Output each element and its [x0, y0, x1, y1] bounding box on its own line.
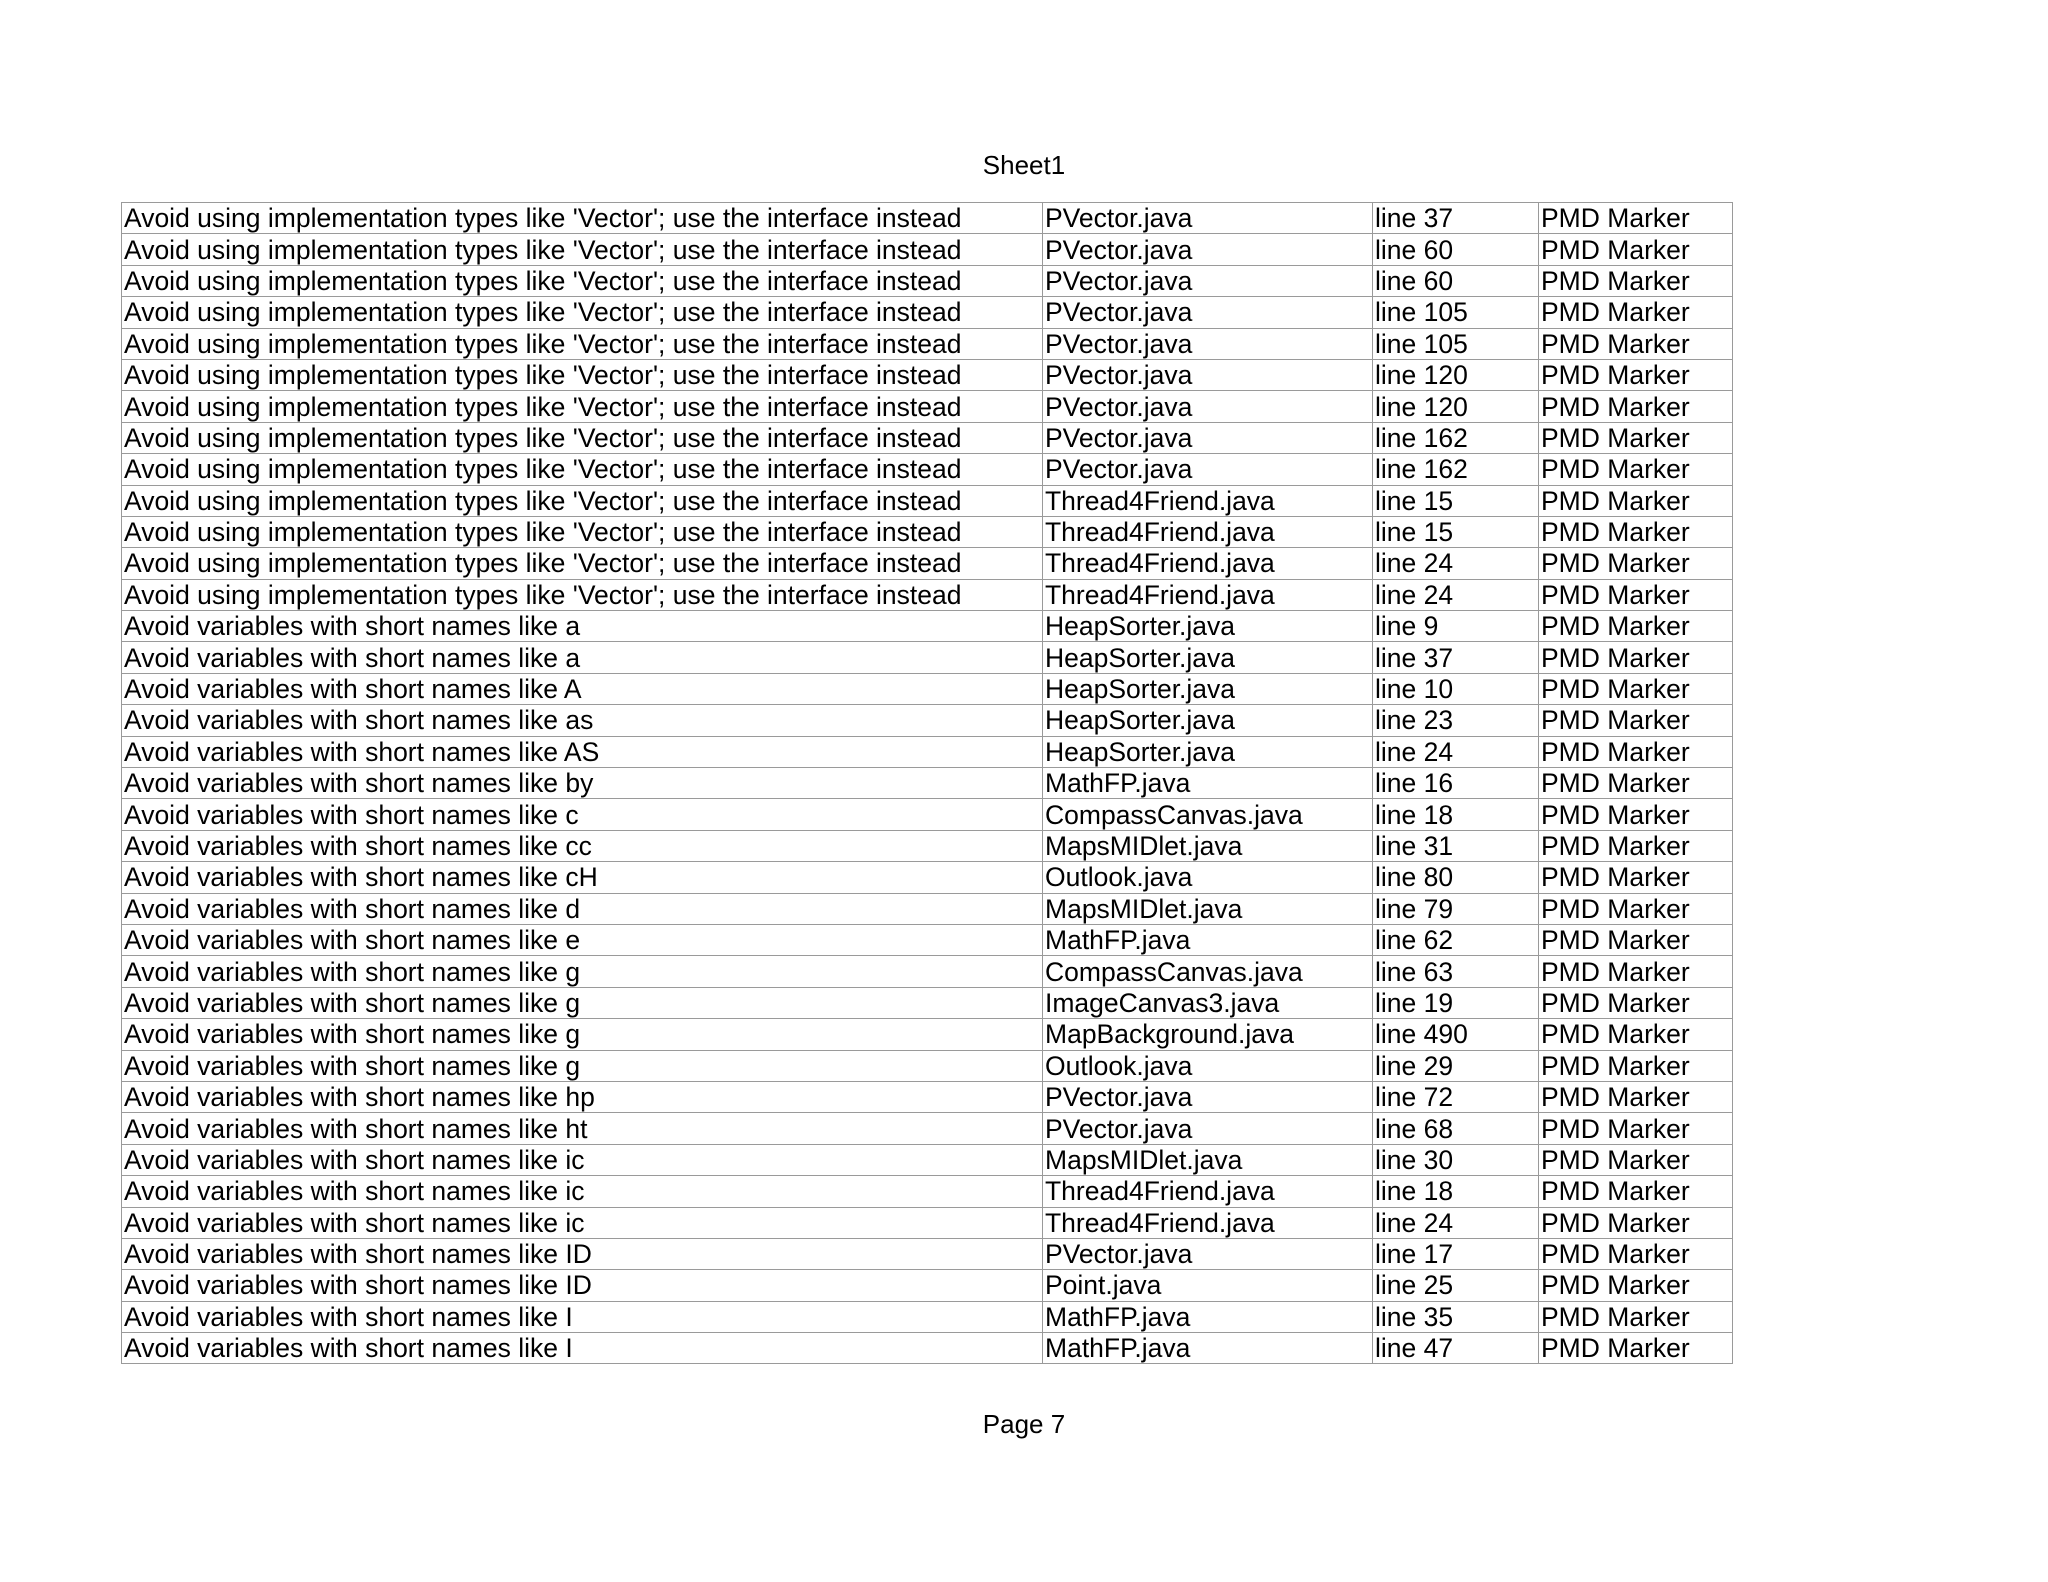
message-cell: Avoid variables with short names like a	[122, 611, 1043, 642]
sheet-title: Sheet1	[982, 150, 1066, 180]
line-cell: line 15	[1373, 485, 1539, 516]
table-row	[122, 1270, 1733, 1301]
type-cell: PMD Marker	[1539, 485, 1733, 516]
type-cell: PMD Marker	[1539, 987, 1733, 1018]
message-cell: Avoid variables with short names like I	[122, 1301, 1043, 1332]
file-cell: Point.java	[1043, 1270, 1373, 1301]
table-row	[122, 454, 1733, 485]
message-cell: Avoid variables with short names like g	[122, 956, 1043, 987]
type-cell: PMD Marker	[1539, 297, 1733, 328]
type-cell: PMD Marker	[1539, 516, 1733, 547]
file-cell: PVector.java	[1043, 454, 1373, 485]
table-row	[122, 1333, 1733, 1364]
table-row	[122, 422, 1733, 453]
file-cell: PVector.java	[1043, 234, 1373, 265]
line-cell: line 60	[1373, 265, 1539, 296]
line-cell: line 29	[1373, 1050, 1539, 1081]
message-cell: Avoid variables with short names like hp	[122, 1081, 1043, 1112]
message-cell: Avoid using implementation types like 'Vector'; use the interface instead	[122, 265, 1043, 296]
file-cell: PVector.java	[1043, 203, 1373, 234]
type-cell: PMD Marker	[1539, 1113, 1733, 1144]
message-cell: Avoid using implementation types like 'Vector'; use the interface instead	[122, 328, 1043, 359]
page-number: Page 7	[982, 1409, 1066, 1439]
type-cell: PMD Marker	[1539, 862, 1733, 893]
file-cell: PVector.java	[1043, 1113, 1373, 1144]
table-row	[122, 924, 1733, 955]
marker-table	[121, 202, 1733, 1364]
table-row	[122, 391, 1733, 422]
type-cell: PMD Marker	[1539, 830, 1733, 861]
file-cell: Thread4Friend.java	[1043, 579, 1373, 610]
file-cell: HeapSorter.java	[1043, 611, 1373, 642]
type-cell: PMD Marker	[1539, 924, 1733, 955]
table-row	[122, 862, 1733, 893]
table-row	[122, 642, 1733, 673]
message-cell: Avoid variables with short names like cH	[122, 862, 1043, 893]
table-row	[122, 956, 1733, 987]
table-row	[122, 328, 1733, 359]
table-row	[122, 1081, 1733, 1112]
table-row	[122, 1144, 1733, 1175]
message-cell: Avoid variables with short names like a	[122, 642, 1043, 673]
line-cell: line 47	[1373, 1333, 1539, 1364]
type-cell: PMD Marker	[1539, 265, 1733, 296]
line-cell: line 24	[1373, 579, 1539, 610]
message-cell: Avoid variables with short names like as	[122, 705, 1043, 736]
line-cell: line 16	[1373, 768, 1539, 799]
type-cell: PMD Marker	[1539, 203, 1733, 234]
line-cell: line 31	[1373, 830, 1539, 861]
message-cell: Avoid using implementation types like 'Vector'; use the interface instead	[122, 485, 1043, 516]
table-row	[122, 768, 1733, 799]
line-cell: line 79	[1373, 893, 1539, 924]
line-cell: line 105	[1373, 328, 1539, 359]
table-row	[122, 893, 1733, 924]
message-cell: Avoid using implementation types like 'Vector'; use the interface instead	[122, 234, 1043, 265]
type-cell: PMD Marker	[1539, 893, 1733, 924]
line-cell: line 80	[1373, 862, 1539, 893]
file-cell: PVector.java	[1043, 1081, 1373, 1112]
type-cell: PMD Marker	[1539, 705, 1733, 736]
message-cell: Avoid using implementation types like 'Vector'; use the interface instead	[122, 203, 1043, 234]
message-cell: Avoid using implementation types like 'Vector'; use the interface instead	[122, 516, 1043, 547]
file-cell: Thread4Friend.java	[1043, 485, 1373, 516]
file-cell: PVector.java	[1043, 391, 1373, 422]
file-cell: MapsMIDlet.java	[1043, 1144, 1373, 1175]
type-cell: PMD Marker	[1539, 422, 1733, 453]
line-cell: line 490	[1373, 1019, 1539, 1050]
type-cell: PMD Marker	[1539, 1176, 1733, 1207]
type-cell: PMD Marker	[1539, 1081, 1733, 1112]
type-cell: PMD Marker	[1539, 1333, 1733, 1364]
table-row	[122, 1238, 1733, 1269]
table-row	[122, 1176, 1733, 1207]
type-cell: PMD Marker	[1539, 391, 1733, 422]
file-cell: Outlook.java	[1043, 862, 1373, 893]
line-cell: line 19	[1373, 987, 1539, 1018]
file-cell: HeapSorter.java	[1043, 736, 1373, 767]
table-row	[122, 673, 1733, 704]
table-row	[122, 265, 1733, 296]
message-cell: Avoid variables with short names like e	[122, 924, 1043, 955]
table-row	[122, 987, 1733, 1018]
file-cell: HeapSorter.java	[1043, 705, 1373, 736]
message-cell: Avoid using implementation types like 'Vector'; use the interface instead	[122, 359, 1043, 390]
table-row	[122, 1301, 1733, 1332]
message-cell: Avoid variables with short names like AS	[122, 736, 1043, 767]
type-cell: PMD Marker	[1539, 1050, 1733, 1081]
type-cell: PMD Marker	[1539, 642, 1733, 673]
message-cell: Avoid using implementation types like 'Vector'; use the interface instead	[122, 579, 1043, 610]
line-cell: line 120	[1373, 391, 1539, 422]
line-cell: line 24	[1373, 1207, 1539, 1238]
table-row	[122, 359, 1733, 390]
table-row	[122, 705, 1733, 736]
type-cell: PMD Marker	[1539, 1238, 1733, 1269]
line-cell: line 63	[1373, 956, 1539, 987]
message-cell: Avoid using implementation types like 'Vector'; use the interface instead	[122, 454, 1043, 485]
type-cell: PMD Marker	[1539, 1207, 1733, 1238]
line-cell: line 37	[1373, 203, 1539, 234]
type-cell: PMD Marker	[1539, 328, 1733, 359]
table-row	[122, 1050, 1733, 1081]
line-cell: line 25	[1373, 1270, 1539, 1301]
line-cell: line 24	[1373, 736, 1539, 767]
message-cell: Avoid variables with short names like g	[122, 1019, 1043, 1050]
type-cell: PMD Marker	[1539, 359, 1733, 390]
table-row	[122, 1019, 1733, 1050]
file-cell: MapsMIDlet.java	[1043, 893, 1373, 924]
message-cell: Avoid variables with short names like cc	[122, 830, 1043, 861]
line-cell: line 18	[1373, 799, 1539, 830]
file-cell: Thread4Friend.java	[1043, 1207, 1373, 1238]
line-cell: line 105	[1373, 297, 1539, 328]
message-cell: Avoid using implementation types like 'Vector'; use the interface instead	[122, 297, 1043, 328]
message-cell: Avoid variables with short names like I	[122, 1333, 1043, 1364]
message-cell: Avoid variables with short names like ic	[122, 1144, 1043, 1175]
file-cell: PVector.java	[1043, 1238, 1373, 1269]
file-cell: PVector.java	[1043, 328, 1373, 359]
file-cell: MapBackground.java	[1043, 1019, 1373, 1050]
line-cell: line 72	[1373, 1081, 1539, 1112]
type-cell: PMD Marker	[1539, 673, 1733, 704]
line-cell: line 120	[1373, 359, 1539, 390]
message-cell: Avoid variables with short names like A	[122, 673, 1043, 704]
line-cell: line 18	[1373, 1176, 1539, 1207]
message-cell: Avoid variables with short names like ID	[122, 1270, 1043, 1301]
line-cell: line 24	[1373, 548, 1539, 579]
table-row	[122, 799, 1733, 830]
message-cell: Avoid variables with short names like ID	[122, 1238, 1043, 1269]
file-cell: HeapSorter.java	[1043, 673, 1373, 704]
type-cell: PMD Marker	[1539, 234, 1733, 265]
table-row	[122, 548, 1733, 579]
table-row	[122, 297, 1733, 328]
file-cell: MapsMIDlet.java	[1043, 830, 1373, 861]
file-cell: ImageCanvas3.java	[1043, 987, 1373, 1018]
file-cell: Thread4Friend.java	[1043, 548, 1373, 579]
message-cell: Avoid variables with short names like ic	[122, 1207, 1043, 1238]
message-cell: Avoid using implementation types like 'Vector'; use the interface instead	[122, 422, 1043, 453]
line-cell: line 17	[1373, 1238, 1539, 1269]
message-cell: Avoid variables with short names like c	[122, 799, 1043, 830]
type-cell: PMD Marker	[1539, 454, 1733, 485]
message-cell: Avoid variables with short names like ic	[122, 1176, 1043, 1207]
file-cell: MathFP.java	[1043, 768, 1373, 799]
table-row	[122, 1207, 1733, 1238]
marker-table-body	[122, 203, 1733, 1364]
message-cell: Avoid variables with short names like g	[122, 1050, 1043, 1081]
message-cell: Avoid variables with short names like ht	[122, 1113, 1043, 1144]
file-cell: MathFP.java	[1043, 1333, 1373, 1364]
line-cell: line 60	[1373, 234, 1539, 265]
line-cell: line 68	[1373, 1113, 1539, 1144]
type-cell: PMD Marker	[1539, 768, 1733, 799]
type-cell: PMD Marker	[1539, 736, 1733, 767]
file-cell: Thread4Friend.java	[1043, 516, 1373, 547]
type-cell: PMD Marker	[1539, 799, 1733, 830]
file-cell: CompassCanvas.java	[1043, 956, 1373, 987]
file-cell: PVector.java	[1043, 297, 1373, 328]
line-cell: line 37	[1373, 642, 1539, 673]
file-cell: MathFP.java	[1043, 924, 1373, 955]
type-cell: PMD Marker	[1539, 548, 1733, 579]
line-cell: line 62	[1373, 924, 1539, 955]
table-row	[122, 516, 1733, 547]
file-cell: Outlook.java	[1043, 1050, 1373, 1081]
file-cell: PVector.java	[1043, 265, 1373, 296]
line-cell: line 23	[1373, 705, 1539, 736]
line-cell: line 35	[1373, 1301, 1539, 1332]
table-row	[122, 830, 1733, 861]
line-cell: line 162	[1373, 422, 1539, 453]
table-row	[122, 611, 1733, 642]
type-cell: PMD Marker	[1539, 1301, 1733, 1332]
table-row	[122, 203, 1733, 234]
message-cell: Avoid using implementation types like 'Vector'; use the interface instead	[122, 548, 1043, 579]
line-cell: line 15	[1373, 516, 1539, 547]
file-cell: MathFP.java	[1043, 1301, 1373, 1332]
file-cell: PVector.java	[1043, 359, 1373, 390]
table-row	[122, 1113, 1733, 1144]
type-cell: PMD Marker	[1539, 1019, 1733, 1050]
type-cell: PMD Marker	[1539, 1144, 1733, 1175]
table-row	[122, 579, 1733, 610]
file-cell: Thread4Friend.java	[1043, 1176, 1373, 1207]
line-cell: line 9	[1373, 611, 1539, 642]
file-cell: PVector.java	[1043, 422, 1373, 453]
type-cell: PMD Marker	[1539, 1270, 1733, 1301]
line-cell: line 30	[1373, 1144, 1539, 1175]
table-row	[122, 485, 1733, 516]
file-cell: CompassCanvas.java	[1043, 799, 1373, 830]
file-cell: HeapSorter.java	[1043, 642, 1373, 673]
message-cell: Avoid using implementation types like 'Vector'; use the interface instead	[122, 391, 1043, 422]
line-cell: line 10	[1373, 673, 1539, 704]
table-row	[122, 234, 1733, 265]
table-row	[122, 736, 1733, 767]
type-cell: PMD Marker	[1539, 579, 1733, 610]
message-cell: Avoid variables with short names like by	[122, 768, 1043, 799]
type-cell: PMD Marker	[1539, 956, 1733, 987]
line-cell: line 162	[1373, 454, 1539, 485]
type-cell: PMD Marker	[1539, 611, 1733, 642]
message-cell: Avoid variables with short names like g	[122, 987, 1043, 1018]
message-cell: Avoid variables with short names like d	[122, 893, 1043, 924]
